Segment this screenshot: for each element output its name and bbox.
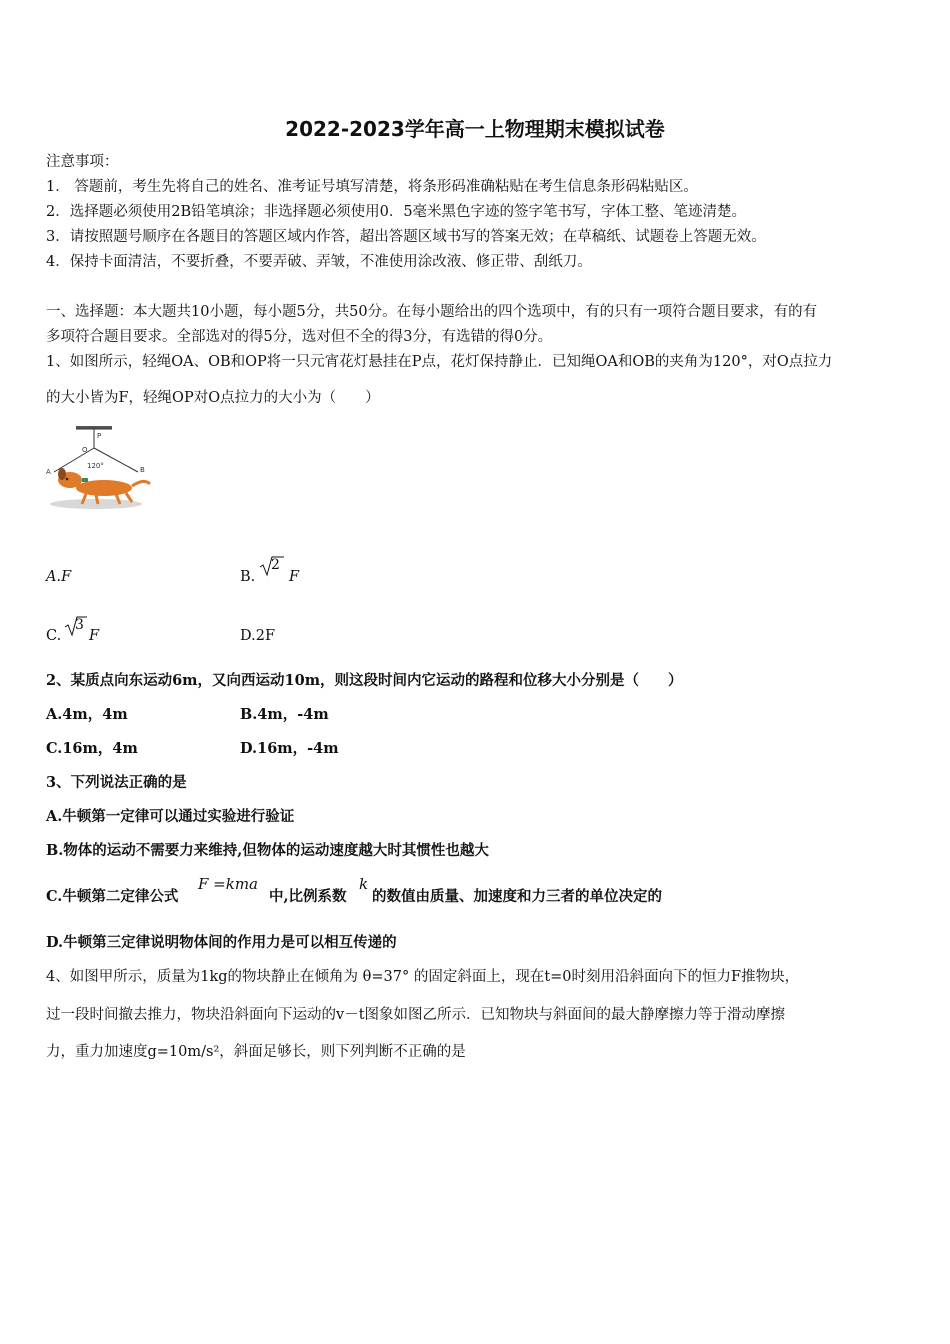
q1-option-c: C. [46,628,62,644]
question-3-stem: 3、下列说法正确的是 [46,774,187,791]
q2-option-a: A.4m，4m [46,706,128,723]
sqrt-3-value: 3 [75,617,84,633]
lantern-figure [46,424,156,512]
page-title: 2022-2023学年高一上物理期末模拟试卷 [285,117,665,141]
q3-formula: F =kma [198,875,258,893]
q3-k-symbol: k [359,875,369,893]
q3-option-c-suffix: 的数值由质量、加速度和力三者的单位决定的 [372,888,662,905]
q3-option-d: D.牛顿第三定律说明物体间的作用力是可以相互传递的 [46,934,397,951]
label-angle: 120° [87,462,104,470]
q1-option-a: A.F [46,569,72,585]
q2-option-c: C.16m，4m [46,740,138,757]
lantern-dog-body [76,480,132,496]
section-intro-line-2: 多项符合题目要求。全部选对的得5分，选对但不全的得3分，有选错的得0分。 [46,329,553,345]
label-b: B [140,466,145,474]
q3-option-a: A.牛顿第一定律可以通过实验进行验证 [46,808,295,825]
label-p: P [97,432,102,440]
q2-option-b: B.4m，-4m [240,706,329,723]
notice-item-4: 4．保持卡面清洁，不要折叠，不要弄破、弄皱，不准使用涂改液、修正带、刮纸刀。 [46,254,592,270]
notice-heading: 注意事项： [46,154,119,170]
question-4-line-2: 过一段时间撤去推力，物块沿斜面向下运动的v－t图象如图乙所示．已知物块与斜面间的最大静摩擦力等于滑动摩擦 [46,1007,786,1023]
q1-option-b-unit: F [289,569,300,585]
label-a: A [46,468,51,476]
question-1-line-1: 1、如图所示，轻绳OA、OB和OP将一只元宵花灯悬挂在P点，花灯保持静止．已知绳OA和OB的夹角为120°，对O点拉力 [46,354,833,370]
notice-item-1: 1． 答题前，考生先将自己的姓名、准考证号填写清楚，将条形码准确粘贴在考生信息条形码粘贴区。 [46,179,698,195]
question-1-line-2: 的大小皆为F，轻绳OP对O点拉力的大小为（ ） [46,390,380,406]
notice-item-2: 2．选择题必须使用2B铅笔填涂；非选择题必须使用0．5毫米黑色字迹的签字笔书写，字体工整、笔迹清楚。 [46,204,747,220]
question-2-stem: 2、某质点向东运动6m，又向西运动10m，则这段时间内它运动的路程和位移大小分别是（ ） [46,672,683,689]
label-o: O [82,446,88,454]
question-4-line-1: 4、如图甲所示，质量为1kg的物块静止在倾角为 θ=37° 的固定斜面上，现在t=0时刻用沿斜面向下的恒力F推物块， [46,969,800,985]
q2-option-d: D.16m，-4m [240,740,339,757]
q1-option-c-unit: F [89,628,100,644]
question-4-line-3: 力，重力加速度g=10m/s²，斜面足够长，则下列判断不正确的是 [46,1044,466,1060]
section-intro-line-1: 一、选择题：本大题共10小题，每小题5分，共50分。在每小题给出的四个选项中，有的只有一项符合题目要求，有的有 [46,304,818,320]
q3-option-b: B.物体的运动不需要力来维持,但物体的运动速度越大时其惯性也越大 [46,842,489,859]
q1-option-d: D.2F [240,628,276,644]
notice-item-3: 3．请按照题号顺序在各题目的答题区域内作答，超出答题区域书写的答案无效；在草稿纸、试题卷上答题无效。 [46,229,766,245]
q3-option-c-mid: 中,比例系数 [269,888,347,905]
sqrt-2-value: 2 [271,557,280,573]
q1-option-b: B. [240,569,256,585]
q3-option-c-prefix: C.牛顿第二定律公式 [46,888,179,905]
